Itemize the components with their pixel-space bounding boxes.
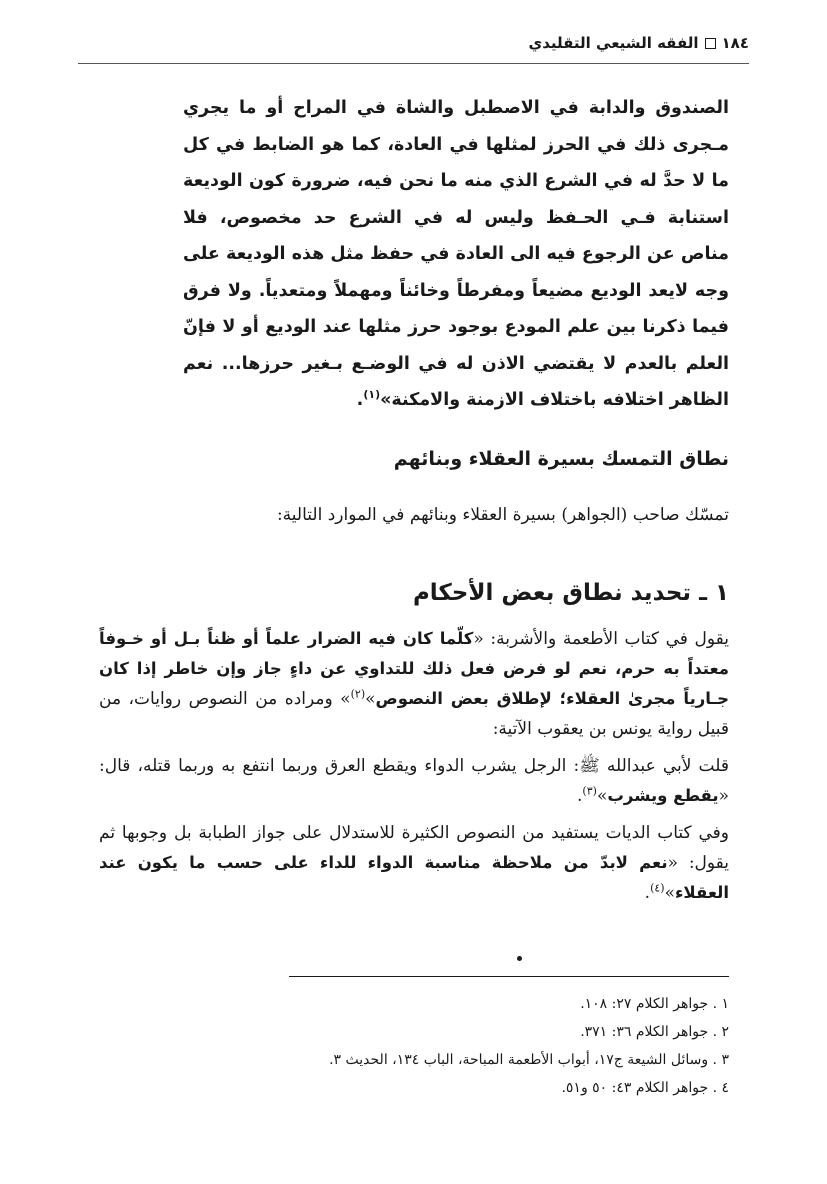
quote-line: في حفظ مثل هذه الوديعة على وجه لايعد الوديع مضيعاً ومفرطاً وخائناً	[183, 244, 730, 301]
square-separator-icon	[705, 38, 716, 49]
footnote-ref[interactable]: (٢)	[350, 687, 366, 701]
body-paragraph: قلت لأبي عبدالله ﷺ: الرجل يشرب الدواء ويقطع العرق وربما انتفع به وربما قتله، قال: «يقطع ويشرب»$^{(٣)}$.	[99, 756, 729, 806]
book-title: الفقه الشيعي التقليدي	[528, 34, 699, 52]
text-run: » ومراده من النصوص روايات، من قبيل رواية يونس بن يعقوب الآتية:	[99, 689, 729, 739]
running-header	[78, 34, 749, 52]
intro-text: تمسّك صاحب (الجواهر) بسيرة العقلاء وبنائهم في الموارد التالية:	[276, 505, 729, 525]
footnote-item: ٣ . وسائل الشيعة ج١٧، أبواب الأطعمة المباحة، الباب ١٣٤، الحديث ٣.	[329, 1052, 729, 1068]
quote-paragraph: الصندوق والدابة في الاصطبل والشاة في المراح أو ما يجري مـجرى ذلك في الحرز لمثلها في العادة، كما هو الضابط في كل ما لا حدَّ له في الشرع الذي منه ما نحن فيه، ضرورة كون الوديعة استنابة فـي الحـفظ وليس له في الشرع حد مخصوص، فلا مناص عن الرجوع فيه الى العادة في حفظ مثل هذه الوديعة على وجه لايعد الوديع مضيعاً ومفرطاً وخائناً ومهملاً ومتعدياً. ولا فرق فيما ذكرنا بين علم المودع بوجود حرز مثلها عند الوديع أو لا فإنّ العلم بالعدم لا يقتضي الاذن له في الوضـع بـغير حرزها... نعم الظاهر اختلافه باختلاف الازمنة والامكنة»$^{(١)}$.	[183, 98, 730, 410]
body-text	[99, 624, 729, 915]
quoted-text: كلّما كان فيه الضرار علماً أو ظناً بـل أو خـوفاً معتداً به حرم، نعم لو فرض فعل ذلك للتداوي عن داءٍ جاز وإن خاطر إذا كان جـارياً مجرىٰ العقلاء؛ لإطلاق بعض النصوص	[99, 629, 729, 708]
footnote-ref[interactable]: (٤)	[650, 881, 665, 895]
footnote-rule	[289, 976, 729, 977]
text-run: وفي كتاب الديات يستفيد من النصوص الكثيرة للاستدلال على جواز الطبابة بل وجوبها ثم يقول: «	[99, 823, 730, 873]
quote-line: ذلك في الحرز لمثلها في العادة، كما هو الضابط في كل ما لا حدَّ له في	[183, 134, 729, 191]
footnote-item: ٤ . جواهر الكلام ٤٣: ٥٠ و٥١.	[561, 1080, 729, 1096]
body-paragraph: وفي كتاب الديات يستفيد من النصوص الكثيرة للاستدلال على جواز الطبابة بل وجوبها ثم يقول: «نعم لابدّ من ملاحظة مناسبة الدواء للداء على حسب ما يكون عند العقلاء»$^{(٤)}$.	[99, 823, 730, 903]
section-end-dot	[517, 956, 522, 961]
quote-line: وليس له في الشرع حد مخصوص، فلا مناص عن الرجوع فيه الى العادة	[183, 207, 729, 264]
text-run: قلت لأبي عبدالله ﷺ: الرجل يشرب الدواء ويقطع العرق وربما انتفع به وربما قتله، قال: «	[99, 756, 729, 806]
footnote-ref[interactable]: (١)	[363, 388, 381, 402]
subsection-heading: ١ ـ تحديد نطاق بعض الأحكام	[412, 580, 729, 606]
quote-line: ومهملاً ومتعدياً. ولا فرق فيما ذكرنا بين علم المودع بوجود حرز مثلها	[183, 280, 730, 337]
footnotes	[89, 990, 729, 1102]
footnote-ref[interactable]: (٣)	[582, 784, 597, 798]
quote-line: الصندوق والدابة في الاصطبل والشاة في المراح أو ما يجري مـجرى	[183, 98, 729, 155]
section-heading: نطاق التمسك بسيرة العقلاء وبنائهم	[393, 448, 729, 470]
quoted-text: يقطع ويشرب	[607, 786, 719, 805]
page-number: ١٨٤	[721, 34, 749, 52]
quote-line: عند الوديع أو لا فإنّ العلم بالعدم لا يقتضي الاذن له في الوضـع بـغير	[183, 317, 730, 374]
quote-line: الشرع الذي منه ما نحن فيه، ضرورة كون الوديعة استنابة فـي الحـفظ	[183, 171, 730, 228]
footnote-item: ٢ . جواهر الكلام ٣٦: ٣٧١.	[580, 1024, 729, 1040]
quote-line: حرزها... نعم الظاهر اختلافه باختلاف الازمنة والامكنة»	[183, 353, 729, 410]
footnote-item: ١ . جواهر الكلام ٢٧: ١٠٨.	[580, 996, 729, 1012]
body-paragraph: يقول في كتاب الأطعمة والأشربة: «كلّما كان فيه الضرار علماً أو ظناً بـل أو خـوفاً معتداً به حرم، نعم لو فرض فعل ذلك للتداوي عن داءٍ جاز وإن خاطر إذا كان جـارياً مجرىٰ العقلاء؛ لإطلاق بعض النصوص»$^{(٢)}$» ومراده من النصوص روايات، من قبيل رواية يونس بن يعقوب الآتية:	[99, 629, 729, 739]
header-rule	[78, 63, 749, 64]
text-run: يقول في كتاب الأطعمة والأشربة: «	[473, 629, 729, 649]
quoted-text: نعم لابدّ من ملاحظة مناسبة الدواء للداء على حسب ما يكون عند العقلاء	[99, 853, 729, 902]
